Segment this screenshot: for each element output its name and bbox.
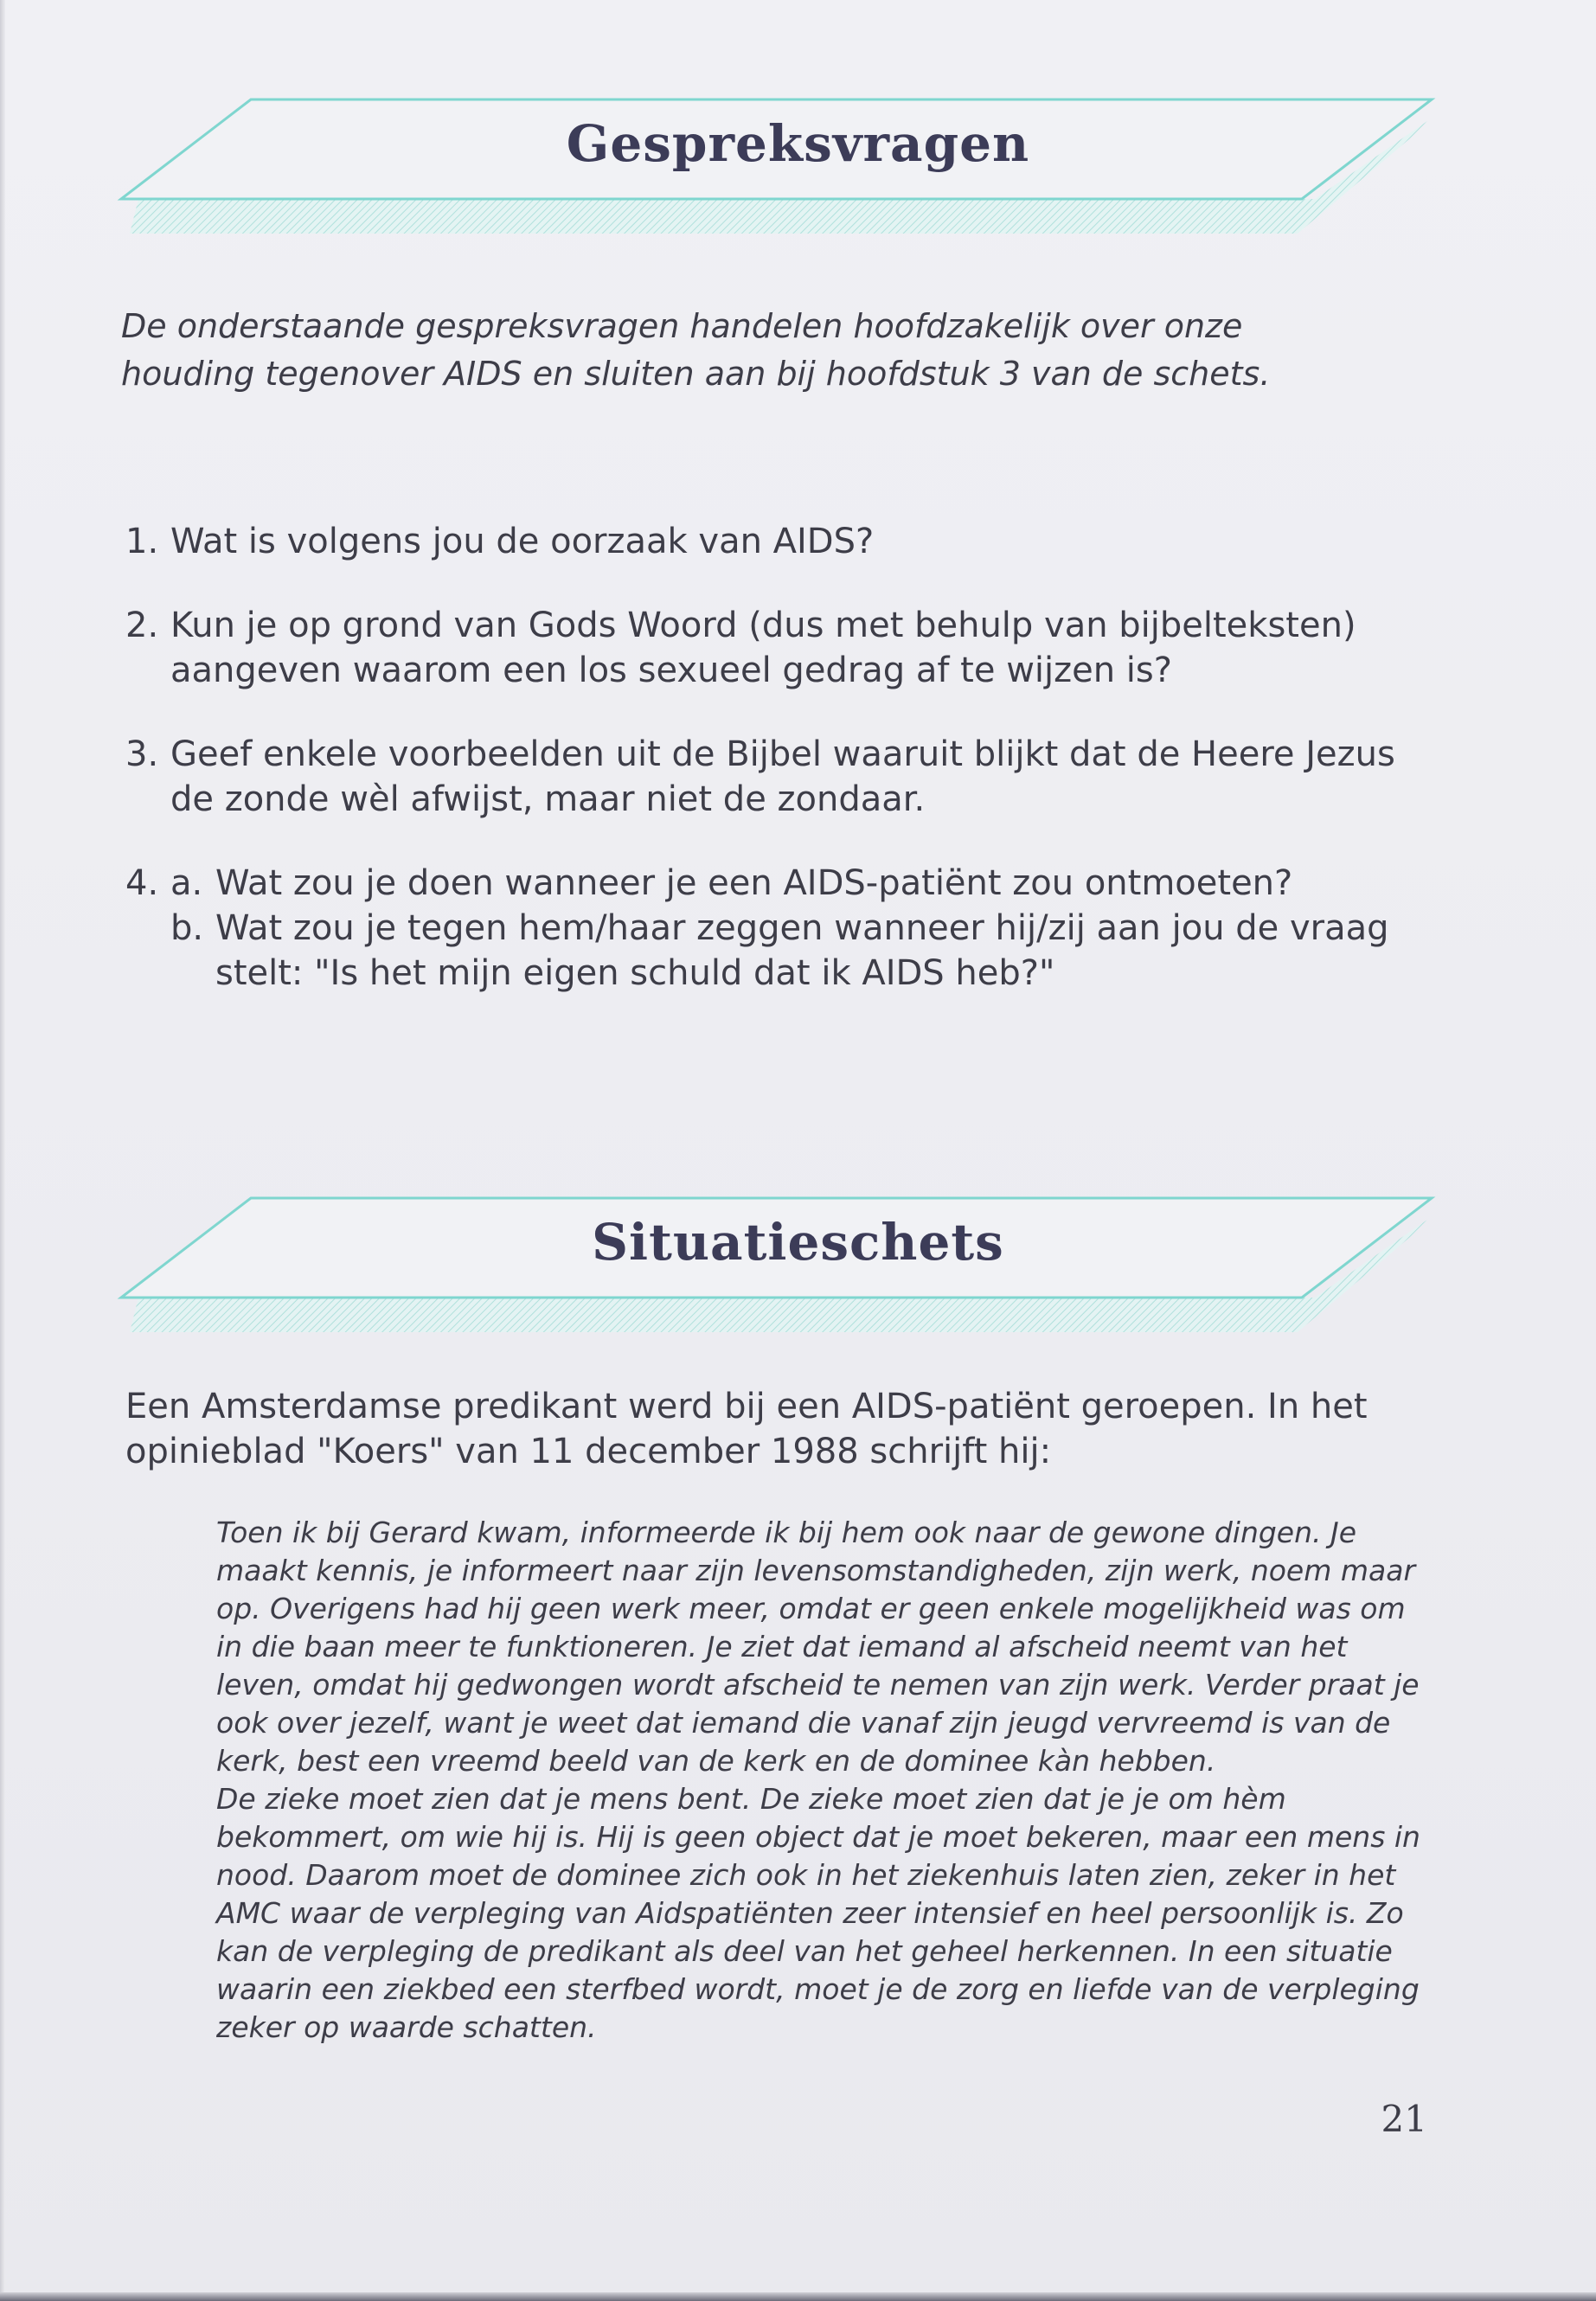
sub-question-letter: a. <box>170 863 203 903</box>
question-text: Kun je op grond van Gods Woord (dus met behulp van bijbelteksten) aangeven waarom een los sexueel gedrag af te wijzen is? <box>170 606 1356 690</box>
question-text: Wat is volgens jou de oorzaak van AIDS? <box>170 522 875 561</box>
list-item <box>125 861 1423 996</box>
question-number: 1. <box>125 522 159 561</box>
page-bottom-edge <box>0 2292 1596 2301</box>
sub-question-text: Wat zou je tegen hem/haar zeggen wanneer hij/zij aan jou de vraag stelt: "Is het mijn eigen schuld dat ik AIDS heb?" <box>215 908 1389 993</box>
intro-text: De onderstaande gespreksvragen handelen hoofdzakelijk over onze houding tegenover AIDS en sluiten aan bij hoofdstuk 3 van de schets. <box>121 307 1271 393</box>
quote-paragraph: De zieke moet zien dat je mens bent. De zieke moet zien dat je je om hèm bekommert, om wie hij is. Hij is geen object dat je moet bekeren, maar een mens in nood. Daarom moet de dominee zich ook in het ziekenhuis laten zien, zeker in het AMC waar de verpleging van Aidspatiënten zeer intensief en heel persoonlijk is. Zo kan de verpleging de predikant als deel van het geheel herkennen. In een situatie waarin een ziekbed een sterfbed wordt, moet je de zorg en liefde van de verpleging zeker op waarde schatten. <box>216 1782 1420 2044</box>
page-number: 21 <box>1381 2098 1427 2140</box>
question-number: 2. <box>125 606 159 645</box>
section-banner-gespreksvragen <box>0 87 1596 251</box>
page-left-edge <box>0 0 5 2301</box>
question-list <box>125 519 1423 1035</box>
section-title: Situatieschets <box>592 1213 1004 1272</box>
section-banner-situatieschets <box>0 1185 1596 1349</box>
list-item <box>125 603 1423 693</box>
sub-question-letter: b. <box>170 908 204 948</box>
sub-question <box>170 861 1423 906</box>
sub-question <box>170 906 1423 996</box>
quote-paragraph: Toen ik bij Gerard kwam, informeerde ik bij hem ook naar de gewone dingen. Je maakt kennis, je informeert naar zijn levensomstandigheden, zijn werk, noem maar op. Overigens had hij geen werk meer, omdat er geen enkele mogelijkheid was om in die baan meer te funktioneren. Je ziet dat iemand al afscheid neemt van het leven, omdat hij gedwongen wordt afscheid te nemen van zijn werk. Verder praat je ook over jezelf, want je weet dat iemand die vanaf zijn jeugd vervreemd is van de kerk, best een vreemd beeld van de kerk en de dominee kàn hebben. <box>216 1516 1420 1778</box>
question-number: 4. <box>125 863 159 903</box>
question-text: Geef enkele voorbeelden uit de Bijbel waaruit blijkt dat de Heere Jezus de zonde wèl afwijst, maar niet de zondaar. <box>170 734 1395 819</box>
list-item <box>125 519 1423 564</box>
sub-question-text: Wat zou je doen wanneer je een AIDS-patiënt zou ontmoeten? <box>215 863 1293 903</box>
section-title: Gespreksvragen <box>566 114 1030 173</box>
question-number: 3. <box>125 734 159 774</box>
list-item <box>125 732 1423 822</box>
quote-block <box>216 1514 1427 2047</box>
situation-intro: Een Amsterdamse predikant werd bij een AIDS-patiënt geroepen. In het opinieblad "Koers" van 11 december 1988 schrijft hij: <box>125 1387 1368 1471</box>
